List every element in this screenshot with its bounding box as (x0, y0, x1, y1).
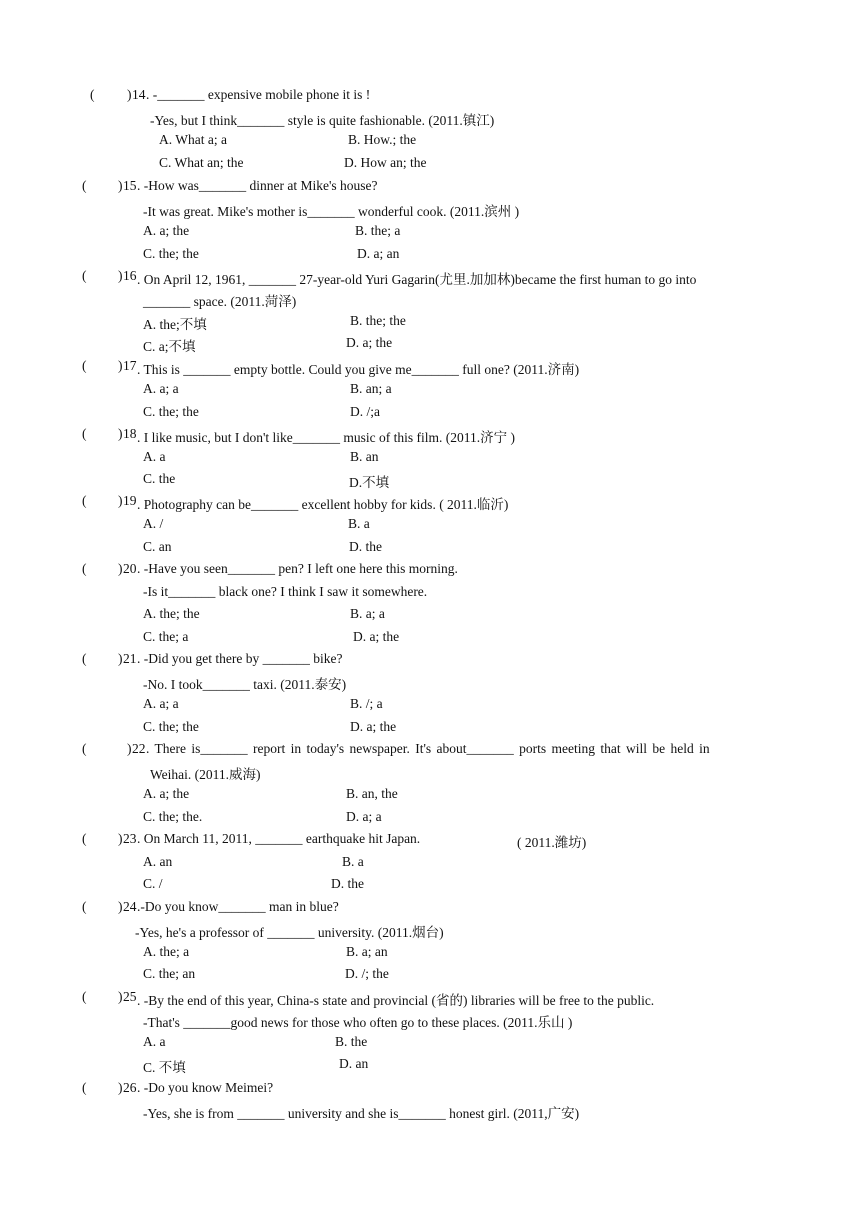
answer-paren-close: ) (118, 989, 123, 1004)
answer-paren-open: ( (82, 426, 87, 441)
option-a: A. a (143, 449, 166, 464)
answer-paren-close: ) (118, 899, 123, 914)
question-continuation: -Yes, he's a professor of _______ university. (2011.烟台) (135, 925, 444, 940)
option-c: C. the; the (143, 719, 199, 734)
question-continuation: -Yes, she is from _______ university and she is_______ honest girl. (2011,广安) (143, 1106, 580, 1121)
answer-paren-open: ( (82, 268, 87, 283)
option-d: D. /; the (345, 966, 389, 981)
option-c: C. 不填 (143, 1060, 186, 1075)
answer-paren-open: ( (82, 831, 87, 846)
option-b: B. an, the (346, 786, 398, 801)
question-number: 20 (123, 561, 137, 576)
question-continuation: -It was great. Mike's mother is_______ wonderful cook. (2011.滨州 ) (143, 204, 520, 219)
option-d: D. the (349, 539, 382, 554)
answer-paren-close: ) (127, 87, 132, 102)
answer-paren-close: ) (118, 1080, 123, 1095)
option-c: C. the; a (143, 629, 189, 644)
question-source: ( 2011.潍坊) (517, 835, 587, 850)
answer-paren-open: ( (82, 561, 87, 576)
option-b: B. an (350, 449, 379, 464)
question-number: 23 (123, 831, 137, 846)
answer-paren-close: ) (118, 268, 123, 283)
question-continuation: -No. I took_______ taxi. (2011.泰安) (143, 677, 347, 692)
option-d: D. a; a (346, 809, 382, 824)
question-number: 15 (123, 178, 137, 193)
option-a: A. a; the (143, 223, 190, 238)
option-d: D. a; the (353, 629, 400, 644)
answer-paren-open: ( (82, 651, 87, 666)
question-text: . Photography can be_______ excellent hobby for kids. ( 2011.临沂) (137, 497, 509, 512)
option-d: D. a; an (357, 246, 400, 261)
option-c: C. a;不填 (143, 339, 196, 354)
answer-paren-open: ( (82, 1080, 87, 1095)
option-a: A. an (143, 854, 173, 869)
option-d: D. How an; the (344, 155, 427, 170)
question-continuation: Weihai. (2011.威海) (150, 767, 261, 782)
option-b: B. the (335, 1034, 368, 1049)
option-c: C. the (143, 471, 176, 486)
option-a: A. a; a (143, 696, 179, 711)
option-c: C. an (143, 539, 172, 554)
option-b: B. an; a (350, 381, 392, 396)
option-d: D. a; the (350, 719, 397, 734)
option-c: C. the; the (143, 246, 199, 261)
answer-paren-close: ) (127, 741, 132, 756)
option-b: B. /; a (350, 696, 383, 711)
answer-paren-close: ) (118, 561, 123, 576)
answer-paren-open: ( (82, 899, 87, 914)
question-number: 16 (123, 268, 137, 283)
question-continuation: -Is it_______ black one? I think I saw it somewhere. (143, 584, 428, 599)
option-b: B. a; a (350, 606, 385, 621)
question-text: .-Do you know_______ man in blue? (137, 899, 339, 914)
answer-paren-close: ) (118, 493, 123, 508)
question-number: 17 (123, 358, 137, 373)
question-number: 14 (132, 87, 146, 102)
answer-paren-open: ( (82, 989, 87, 1004)
option-a: A. What a; a (159, 132, 227, 147)
question-text: . On April 12, 1961, _______ 27-year-old Yuri Gagarin(尤里.加加林)became the first human to go into (137, 272, 697, 287)
option-b: B. the; a (355, 223, 401, 238)
option-b: B. a; an (346, 944, 388, 959)
answer-paren-open: ( (82, 493, 87, 508)
option-b: B. a (348, 516, 370, 531)
question-number: 21 (123, 651, 137, 666)
option-d: D. a; the (346, 335, 393, 350)
answer-paren-open: ( (82, 178, 87, 193)
option-a: A. the; the (143, 606, 200, 621)
question-text: . -Do you know Meimei? (137, 1080, 274, 1095)
question-text: . -Have you seen_______ pen? I left one here this morning. (137, 561, 458, 576)
option-a: A. a; a (143, 381, 179, 396)
option-a: A. the;不填 (143, 317, 207, 332)
answer-paren-open: ( (90, 87, 95, 102)
answer-paren-close: ) (118, 178, 123, 193)
question-number: 22 (132, 741, 146, 756)
option-c: C. the; the (143, 404, 199, 419)
question-number: 19 (123, 493, 137, 508)
question-text: . -_______ expensive mobile phone it is ! (146, 87, 371, 102)
answer-paren-open: ( (82, 358, 87, 373)
question-number: 18 (123, 426, 137, 441)
question-number: 25 (123, 989, 137, 1004)
question-continuation: -Yes, but I think_______ style is quite fashionable. (2011.镇江) (150, 113, 495, 128)
option-a: A. a; the (143, 786, 190, 801)
option-c: C. the; an (143, 966, 196, 981)
question-number: 24 (123, 899, 137, 914)
option-a: A. the; a (143, 944, 190, 959)
answer-paren-close: ) (118, 426, 123, 441)
option-c: C. the; the. (143, 809, 203, 824)
option-b: B. the; the (350, 313, 406, 328)
option-d: D. /;a (350, 404, 380, 419)
question-continuation: _______ space. (2011.菏泽) (143, 294, 297, 309)
question-text: . -By the end of this year, China-s state and provincial (省的) libraries will be free to the public. (137, 993, 655, 1008)
answer-paren-open: ( (82, 741, 87, 756)
question-text: . This is _______ empty bottle. Could you give me_______ full one? (2011.济南) (137, 362, 580, 377)
answer-paren-close: ) (118, 651, 123, 666)
option-d: D. the (331, 876, 364, 891)
option-d: D.不填 (349, 475, 390, 490)
question-text: . -Did you get there by _______ bike? (137, 651, 343, 666)
question-text: . There is_______ report in today's newspaper. It's about_______ ports meeting that will be held in (146, 741, 710, 756)
option-c: C. / (143, 876, 163, 891)
option-a: A. / (143, 516, 164, 531)
option-b: B. a (342, 854, 364, 869)
option-b: B. How.; the (348, 132, 417, 147)
answer-paren-close: ) (118, 831, 123, 846)
option-c: C. What an; the (159, 155, 244, 170)
option-d: D. an (339, 1056, 369, 1071)
question-text: . On March 11, 2011, _______ earthquake hit Japan. (137, 831, 421, 846)
answer-paren-close: ) (118, 358, 123, 373)
option-a: A. a (143, 1034, 166, 1049)
question-continuation: -That's _______good news for those who often go to these places. (2011.乐山 ) (143, 1015, 573, 1030)
question-number: 26 (123, 1080, 137, 1095)
question-text: . I like music, but I don't like_______ music of this film. (2011.济宁 ) (137, 430, 516, 445)
question-text: . -How was_______ dinner at Mike's house? (137, 178, 378, 193)
